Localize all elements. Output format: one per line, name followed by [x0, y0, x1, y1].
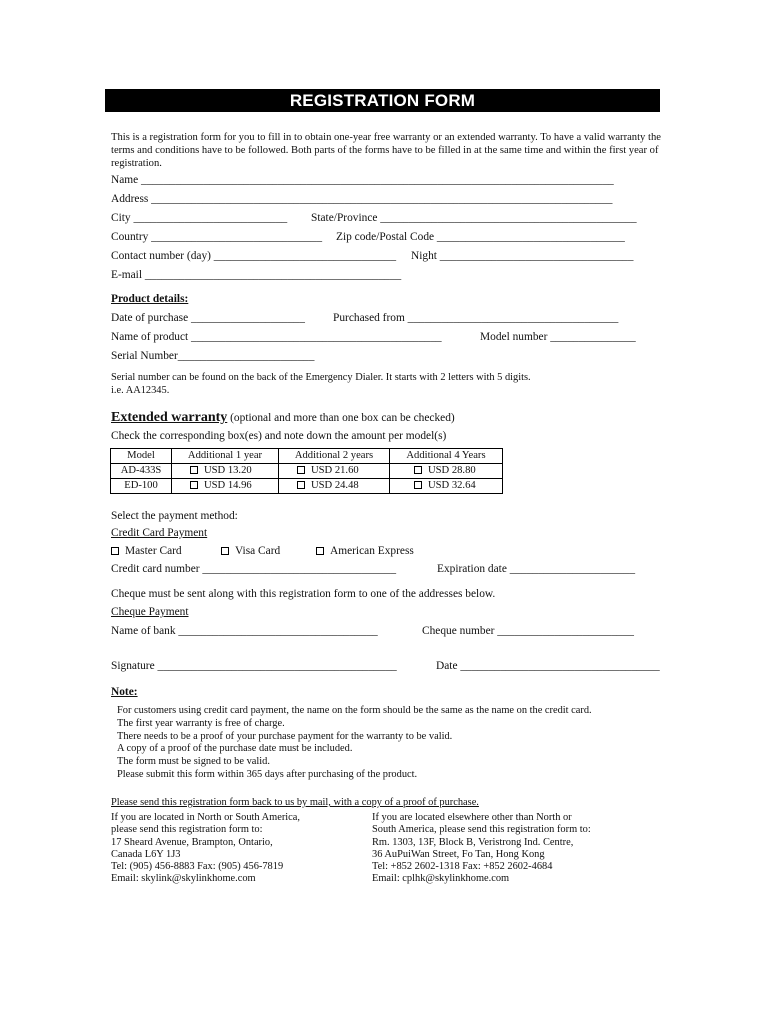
- address-line: Tel: +852 2602-1318 Fax: +852 2602-4684: [372, 861, 553, 873]
- city-field[interactable]: City ___________________________: [111, 212, 288, 224]
- note-heading: Note:: [111, 686, 138, 698]
- name-of-product-field[interactable]: Name of product ____________________________________________: [111, 331, 442, 343]
- american-express-option[interactable]: [316, 545, 414, 557]
- price-label: USD 13.20: [204, 465, 252, 476]
- checkbox-icon[interactable]: [190, 481, 198, 489]
- bank-name-field[interactable]: Name of bank ___________________________________: [111, 625, 378, 637]
- checkbox-icon[interactable]: [297, 481, 305, 489]
- column-header-4-years: Additional 4 Years: [390, 449, 503, 464]
- note-line: Please submit this form within 365 days after purchasing of the product.: [117, 768, 418, 780]
- checkbox-icon[interactable]: [316, 547, 324, 555]
- address-line: please send this registration form to:: [111, 824, 263, 836]
- cheque-payment-heading: Cheque Payment: [111, 606, 189, 618]
- address-line: If you are located in North or South America,: [111, 812, 300, 823]
- price-label: USD 14.96: [204, 480, 252, 491]
- cheque-note: Cheque must be sent along with this registration form to one of the addresses below.: [111, 588, 496, 600]
- option-cell[interactable]: [279, 464, 390, 479]
- option-cell[interactable]: [390, 464, 503, 479]
- date-of-purchase-field[interactable]: Date of purchase ____________________: [111, 312, 305, 324]
- table-row: [111, 479, 503, 494]
- price-label: USD 28.80: [428, 465, 476, 476]
- master-card-label: Master Card: [125, 545, 182, 557]
- expiration-date-field[interactable]: Expiration date ______________________: [437, 563, 636, 575]
- table-header-row: [111, 449, 503, 464]
- email-field[interactable]: E-mail _____________________________________________: [111, 269, 402, 281]
- credit-card-number-field[interactable]: Credit card number __________________________________: [111, 563, 397, 575]
- product-details-heading: Product details:: [111, 293, 189, 305]
- visa-card-option[interactable]: [221, 545, 280, 557]
- night-field[interactable]: Night __________________________________: [411, 250, 634, 262]
- model-cell: ED-100: [111, 479, 172, 494]
- address-line: South America, please send this registration form to:: [372, 824, 591, 836]
- address-line: Email: cplhk@skylinkhome.com: [372, 873, 510, 885]
- table-row: [111, 464, 503, 479]
- price-label: USD 21.60: [311, 465, 359, 476]
- master-card-option[interactable]: [111, 545, 182, 557]
- price-label: USD 24.48: [311, 480, 359, 491]
- contact-day-field[interactable]: Contact number (day) ________________________________: [111, 250, 397, 262]
- note-line: For customers using credit card payment, the name on the form should be the same as the name on the credit card.: [117, 705, 592, 716]
- checkbox-icon[interactable]: [111, 547, 119, 555]
- checkbox-icon[interactable]: [221, 547, 229, 555]
- option-cell[interactable]: [172, 479, 279, 494]
- mail-instruction: Please send this registration form back to us by mail, with a copy of a proof of purchase.: [111, 797, 479, 808]
- serial-number-field[interactable]: Serial Number________________________: [111, 350, 315, 362]
- address-hong-kong: [372, 812, 591, 886]
- country-field[interactable]: Country ______________________________: [111, 231, 323, 243]
- credit-card-heading: Credit Card Payment: [111, 527, 208, 539]
- checkbox-icon[interactable]: [297, 466, 305, 474]
- address-north-america: [111, 812, 300, 886]
- checkbox-icon[interactable]: [414, 466, 422, 474]
- extended-warranty-note: (optional and more than one box can be checked): [227, 412, 455, 424]
- address-line: Email: skylink@skylinkhome.com: [111, 873, 256, 885]
- column-header-1-year: Additional 1 year: [172, 449, 279, 464]
- extended-warranty-title: Extended warranty: [111, 410, 228, 425]
- address-line: If you are located elsewhere other than North or: [372, 812, 572, 823]
- serial-note-line-2: i.e. AA12345.: [111, 385, 170, 396]
- payment-method-label: Select the payment method:: [111, 510, 238, 522]
- intro-text: This is a registration form for you to fill in to obtain one-year free warranty or an extended warranty. To have a valid warranty the terms and conditions have to be followed. Both parts of the forms have to be filled in at the same time and within the first year of registration.: [111, 132, 661, 170]
- option-cell[interactable]: [279, 479, 390, 494]
- address-line: 36 AuPuiWan Street, Fo Tan, Hong Kong: [372, 848, 545, 860]
- note-list: [117, 705, 592, 782]
- price-label: USD 32.64: [428, 480, 476, 491]
- cheque-number-field[interactable]: Cheque number ________________________: [422, 625, 634, 637]
- state-field[interactable]: State/Province _____________________________________________: [311, 212, 637, 224]
- visa-card-label: Visa Card: [235, 545, 281, 557]
- address-line: Canada L6Y 1J3: [111, 848, 181, 860]
- column-header-model: Model: [111, 449, 172, 464]
- american-express-label: American Express: [330, 545, 414, 557]
- purchased-from-field[interactable]: Purchased from _____________________________________: [333, 312, 619, 324]
- model-cell: AD-433S: [111, 464, 172, 479]
- checkbox-icon[interactable]: [414, 481, 422, 489]
- signature-field[interactable]: Signature __________________________________________: [111, 660, 397, 672]
- note-line: The first year warranty is free of charge.: [117, 717, 285, 729]
- warranty-instruction: Check the corresponding box(es) and note down the amount per model(s): [111, 430, 447, 442]
- zip-field[interactable]: Zip code/Postal Code _________________________________: [336, 231, 625, 243]
- address-line: 17 Sheard Avenue, Brampton, Ontario,: [111, 836, 273, 848]
- note-line: A copy of a proof of the purchase date must be included.: [117, 743, 353, 755]
- address-line: Tel: (905) 456-8883 Fax: (905) 456-7819: [111, 861, 284, 873]
- serial-note-line-1: Serial number can be found on the back of the Emergency Dialer. It starts with 2 letters with 5 digits.: [111, 372, 531, 383]
- signature-date-field[interactable]: Date ___________________________________: [436, 660, 660, 672]
- option-cell[interactable]: [390, 479, 503, 494]
- option-cell[interactable]: [172, 464, 279, 479]
- model-number-field[interactable]: Model number _______________: [480, 331, 636, 343]
- address-field[interactable]: Address _________________________________________________________________________________: [111, 193, 613, 205]
- note-line: There needs to be a proof of your purchase payment for the warranty to be valid.: [117, 730, 453, 742]
- note-line: The form must be signed to be valid.: [117, 756, 270, 768]
- address-line: Rm. 1303, 13F, Block B, Veristrong Ind. Centre,: [372, 836, 574, 848]
- name-field[interactable]: Name ___________________________________________________________________________________: [111, 174, 614, 186]
- column-header-2-years: Additional 2 years: [279, 449, 390, 464]
- checkbox-icon[interactable]: [190, 466, 198, 474]
- warranty-table: [110, 448, 503, 494]
- extended-warranty-heading: [111, 408, 455, 426]
- form-title: REGISTRATION FORM: [105, 89, 660, 112]
